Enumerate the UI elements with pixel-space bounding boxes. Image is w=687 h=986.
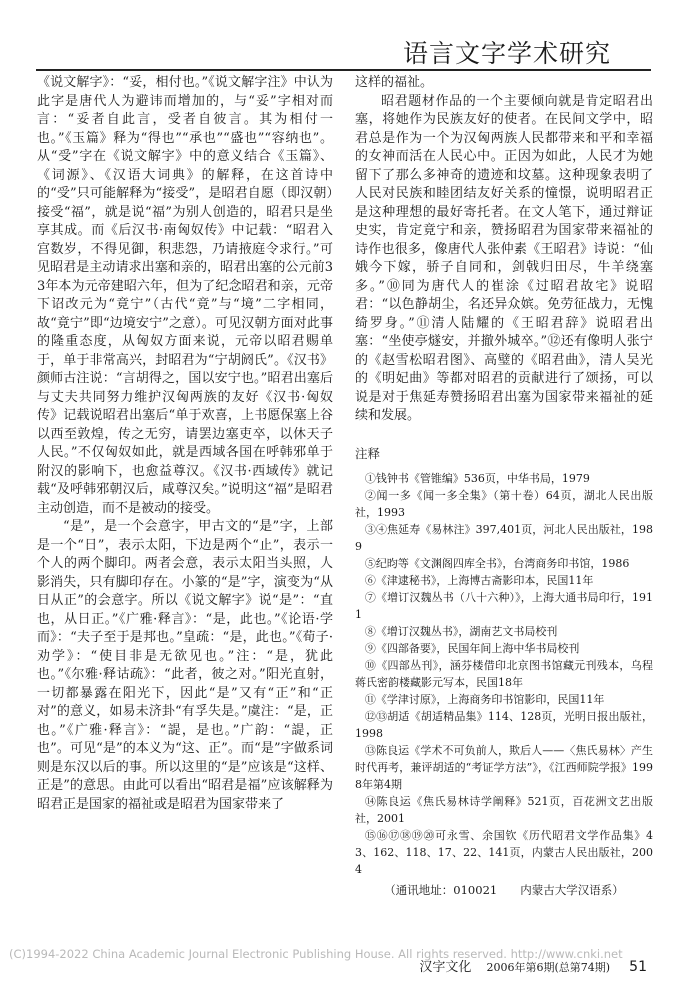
page-footer — [419, 956, 647, 975]
footer-issue: 2006年第6期(总第74期) — [486, 961, 611, 974]
note-item: ⑫⑬胡适《胡适精品集》114、128页，光明日报出版社，1998 — [355, 709, 653, 740]
note-item: ②闻一多《闻一多全集》（第十卷）64页，湖北人民出版社，1993 — [355, 488, 653, 519]
body-paragraph: “是”，是一个会意字，甲古文的“是”字，上部是一个“日”，表示太阳，下边是两个“止”，表示一个人的两个脚印。两者会意，表示太阳当头照，人影消失，只有脚印存在。小篆的“是”字，演变为“从日从正”的会意字。所以《说文解字》说“是”：“直也，从日正。”《广雅·释言》：“是，此也。”《论语·学而》：“夫子至于是邦也。”皇疏：“是，此也。”《荀子·劝学》：“使目非是无欲见也。”注：“是，犹此也。”《尔雅·释诂疏》：“此者，彼之对。”阳光直射，一切都暴露在阳光下，因此“是”又有“正”和“正对”的意义，如易未济卦“有孚失是。”虞注：“是，正也。”《广雅·释言》：“諟，是也。”广韵：“諟，正也”。可见“是”的本义为“这、正”。而“是”字做系词则是东汉以后的事。所以这里的“是”应该是“这样、正是”的意思。由此可以看出“昭君是福”应该解释为昭君正是国家的福祉或是昭君为国家带来了 — [37, 519, 333, 812]
note-item: ⑪《学津讨原》，上海商务印书馆影印，民国11年 — [364, 692, 605, 706]
footer-journal-name: 汉字文化 — [419, 960, 472, 975]
note-item: ⑬陈良运《学术不可负前人，欺后人——〈焦氏易林〉产生时代再考，兼评胡适的“考证学方法”》，《江西师院学报》1998年第4期 — [355, 743, 653, 791]
note-item: ⑧《增订汉魏丛书》，湖南艺文书局校刊 — [364, 624, 558, 638]
notes-list — [355, 470, 653, 878]
note-item: ⑥《津逮秘书》，上海博古斋影印本，民国11年 — [364, 573, 594, 587]
copyright-watermark: (C)1994-2022 China Academic Journal Electronic Publishing House. All rights reserved. http://www.cnki.net — [9, 947, 623, 961]
left-column — [37, 74, 333, 814]
notes-heading: 注释 — [355, 445, 381, 461]
page-number: 51 — [629, 959, 647, 975]
note-item: ①钱钟书《管锥编》536页，中华书局，1979 — [364, 471, 590, 485]
body-paragraph: 《说文解字》：“妥，相付也。”《说文解字注》中认为此字是唐代人为避讳而增加的，与“妥”字相对而言：“妥者自此言，受者自彼言。其为相付一也。”《玉篇》释为“得也”“承也”“盛也”“容纳也”。从“受”字在《说文解字》中的意义结合《玉篇》、《词源》、《汉语大词典》的解释，在这首诗中的“受”只可能解释为“接受”，是昭君自愿（即汉朝）接受“福”，就是说“福”为别人创造的，昭君只是坐享其成。而《后汉书·南匈奴传》中记载：“昭君入宫数岁，不得见御，积悲怨，乃请掖庭令求行。”可见昭君是主动请求出塞和亲的，昭君出塞的公元前33年本为元帝建昭六年，但为了纪念昭君和亲，元帝下诏改元为“竟宁”（古代“竟”与“境”二字相同，故“竟宁”即“边境安宁”之意）。可见汉朝方面对此事的隆重态度，从匈奴方面来说，元帝以昭君赐单于，单于非常高兴，封昭君为“宁胡阏氏”。《汉书》颜师古注说：“言胡得之，国以安宁也。”昭君出塞后与丈夫共同努力维护汉匈两族的友好《汉书·匈奴传》记载说昭君出塞后“单于欢喜，上书愿保塞上谷以西至敦煌，传之无穷，请罢边塞吏卒，以休天子人民。”不仅匈奴如此，就是西域各国在呼韩邪单于附汉的影响下，也愈益尊汉。《汉书·西域传》就记载“及呼韩邪朝汉后，咸尊汉矣。”说明这“福”是昭君主动创造，而不是被动的接受。 — [37, 75, 333, 516]
note-item: ⑮⑯⑰⑱⑲⑳可永雪、余国钦《历代昭君文学作品集》43、162、118、17、22、141页，内蒙古人民出版社，2004 — [355, 828, 653, 876]
body-paragraph: 这样的福祉。 — [355, 75, 434, 90]
header-rule — [36, 69, 651, 71]
journal-title: 语言文字学术研究 — [402, 39, 611, 68]
note-item: ⑩《四部丛刊》，涵芬楼借印北京图书馆藏元刊残本，乌程蒋氏密韵楼藏影元写本，民国18年 — [355, 658, 653, 689]
contact-address: （通讯地址：010021 内蒙古大学汉语系） — [384, 882, 624, 897]
right-column — [355, 74, 653, 898]
note-item: ⑤纪昀等《文渊阁四库全书》，台湾商务印书馆，1986 — [364, 556, 630, 570]
note-item: ⑨《四部备要》，民国年间上海中华书局校刊 — [364, 641, 580, 655]
note-item: ⑦《增订汉魏丛书（八十六种）》，上海大通书局印行，1911 — [355, 590, 653, 621]
body-paragraph: 昭君题材作品的一个主要倾向就是肯定昭君出塞，将她作为民族友好的使者。在民间文学中，昭君总是作为一个为汉匈两族人民都带来和平和幸福的女神而活在人民心中。正因为如此，人民才为她留下了那么多神奇的遗迹和坟墓。这种现象表明了人民对民族和睦团结友好关系的憧憬，说明昭君正是这种理想的最好寄托者。在文人笔下，通过辩证史实，肯定竟宁和亲，赞扬昭君为国家带来福祉的诗作也很多，像唐代人张仲素《王昭君》诗说：“仙娥今下嫁，骄子自同和，剑戟归田尽，牛羊绕塞多。”⑩同为唐代人的崔涂《过昭君故宅》说昭君：“以色静胡尘，名还异众嫔。免劳征战力，无愧绮罗身。”⑪清人陆耀的《王昭君辞》说昭君出塞：“坐使亭燧安，并撤外城卒。”⑫还有像明人张宁的《赵雪松昭君图》、高璧的《昭君曲》，清人吴光的《明妃曲》等都对昭君的贡献进行了颂扬，可以说是对于焦延寿赞扬昭君出塞为国家带来福祉的延续和发展。 — [355, 93, 653, 423]
note-item: ⑭陈良运《焦氏易林诗学阐释》521页，百花洲文艺出版社，2001 — [355, 794, 653, 825]
note-item: ③④焦延寿《易林注》397,401页，河北人民出版社，1989 — [355, 522, 653, 553]
